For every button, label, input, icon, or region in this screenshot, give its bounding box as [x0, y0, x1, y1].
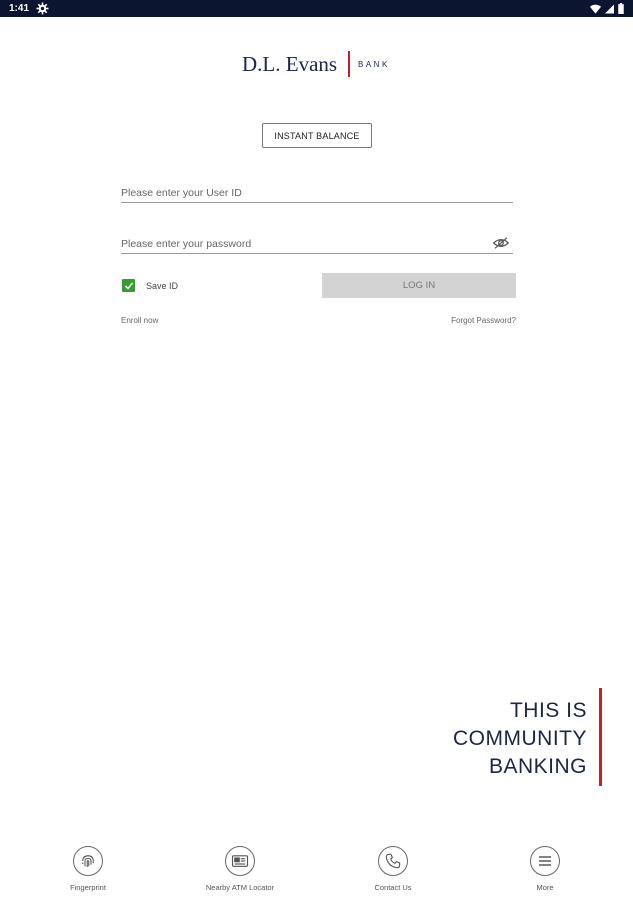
nav-fingerprint-label: Fingerprint — [70, 883, 106, 892]
user-id-field-container — [121, 183, 513, 203]
save-id-row[interactable] — [122, 279, 178, 292]
login-button[interactable]: LOG IN — [322, 273, 516, 298]
battery-icon — [618, 3, 624, 14]
nav-more[interactable] — [490, 846, 600, 892]
bank-logo — [242, 50, 402, 80]
tagline-accent-bar — [599, 688, 602, 786]
forgot-password-link[interactable]: Forgot Password? — [451, 316, 516, 325]
contact-us-button[interactable] — [378, 846, 408, 876]
atm-locator-button[interactable] — [225, 846, 255, 876]
password-field-container — [121, 234, 513, 254]
password-input[interactable] — [121, 235, 513, 254]
signal-icon — [605, 4, 614, 14]
logo-name: D.L. Evans — [242, 52, 338, 76]
status-time: 1:41 — [9, 3, 30, 14]
nav-atm-locator[interactable] — [185, 846, 295, 892]
atm-card-icon — [231, 853, 249, 869]
checkmark-icon — [124, 281, 134, 291]
wifi-icon — [590, 4, 601, 14]
logo-suffix: BANK — [358, 60, 390, 69]
nav-contact-us[interactable] — [338, 846, 448, 892]
tagline — [387, 697, 587, 781]
phone-icon — [385, 853, 401, 869]
instant-balance-button[interactable]: INSTANT BALANCE — [262, 123, 372, 148]
nav-atm-locator-label: Nearby ATM Locator — [205, 883, 275, 892]
tagline-line-2: COMMUNITY — [453, 727, 587, 750]
status-bar — [0, 0, 633, 17]
settings-gear-icon — [36, 2, 49, 15]
save-id-label: Save ID — [146, 280, 179, 291]
nav-contact-us-label: Contact Us — [374, 883, 412, 892]
tagline-line-1: THIS IS — [509, 699, 587, 722]
nav-fingerprint[interactable] — [33, 846, 143, 892]
user-id-input[interactable] — [121, 184, 513, 203]
hide-password-eye-icon[interactable] — [493, 236, 509, 250]
tagline-line-3: BANKING — [488, 755, 587, 778]
fingerprint-icon — [79, 852, 97, 870]
fingerprint-button[interactable] — [73, 846, 103, 876]
enroll-now-link[interactable]: Enroll now — [121, 316, 159, 325]
logo-divider — [348, 51, 350, 77]
menu-icon — [537, 854, 553, 868]
nav-more-label: More — [536, 883, 554, 892]
save-id-checkbox[interactable] — [122, 279, 135, 292]
more-button[interactable] — [530, 846, 560, 876]
